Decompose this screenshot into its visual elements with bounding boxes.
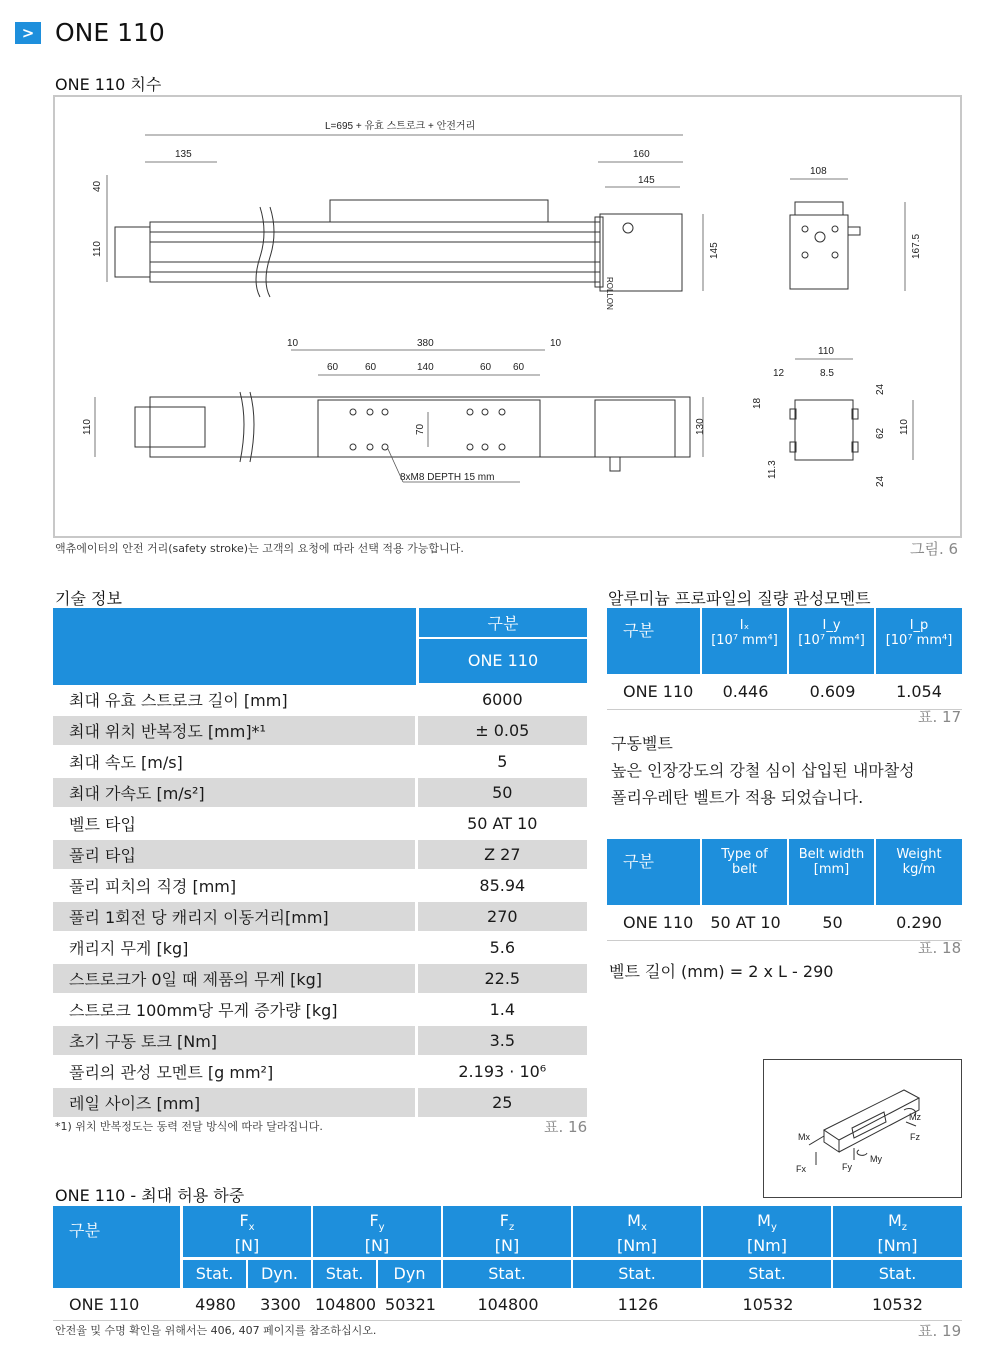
tech-row — [53, 685, 587, 716]
svg-text:167.5: 167.5 — [911, 233, 922, 259]
length-formula-label: L=695 + 유효 스트로크 + 안전거리 — [325, 121, 476, 132]
loads-row-label: ONE 110 — [69, 1294, 140, 1314]
loads-row-value: 104800 — [477, 1294, 539, 1314]
svg-text:24: 24 — [875, 475, 886, 487]
loads-group-header: $F_x$ [N] — [183, 1206, 311, 1257]
svg-text:Fy: Fy — [842, 1162, 852, 1172]
svg-text:60: 60 — [327, 362, 339, 373]
loads-row-value: 50321 — [385, 1294, 436, 1314]
loads-row-value: 10532 — [872, 1294, 923, 1314]
tech-row-value: 22.5 — [418, 964, 587, 995]
loads-title: ONE 110 - 최대 허용 하중 — [55, 1186, 245, 1205]
loads-row-value: 10532 — [742, 1294, 794, 1314]
tech-row — [53, 1057, 587, 1088]
loads-subheader: Stat. — [183, 1260, 246, 1288]
svg-text:18: 18 — [752, 397, 763, 409]
loads-group-header: $M_z$ [Nm] — [833, 1206, 962, 1257]
tech-info-table — [53, 608, 587, 1119]
tech-row-label: 최대 가속도 [m/s²] — [53, 778, 415, 809]
brand-label: ROLLON — [605, 277, 614, 310]
inertia-ix-header: Iₓ [10⁷ mm⁴] — [702, 608, 787, 674]
side-profile-body — [150, 222, 600, 282]
dimension-labels — [82, 119, 922, 487]
end-view-body — [790, 215, 848, 289]
svg-text:Fx: Fx — [796, 1164, 806, 1174]
tech-row — [53, 809, 587, 840]
inertia-iy-header: I_y [10⁷ mm⁴] — [789, 608, 874, 674]
tech-row-value: 6000 — [418, 685, 587, 716]
tech-row — [53, 995, 587, 1026]
tech-row — [53, 1026, 587, 1057]
carriage-holes — [350, 409, 505, 450]
loads-col-header: 구분 — [53, 1206, 180, 1288]
tech-row — [53, 778, 587, 809]
tech-row-label: 스트로크가 0일 때 제품의 무게 [kg] — [53, 964, 415, 995]
tech-row — [53, 964, 587, 995]
svg-text:130: 130 — [695, 418, 706, 435]
loads-row-value: 104800 — [314, 1294, 377, 1314]
tech-row-value: 270 — [418, 902, 587, 933]
dimension-drawing — [53, 95, 962, 538]
inertia-col-header: 구분 — [607, 608, 700, 674]
belt-title: 구동벨트 — [611, 734, 673, 753]
tech-info-title: 기술 정보 — [55, 589, 122, 608]
belt-desc-line2: 폴리우레탄 벨트가 적용 되었습니다. — [611, 788, 864, 807]
belt-col-header: 구분 — [607, 839, 700, 905]
svg-text:24: 24 — [875, 383, 886, 395]
loads-row-value: 4980 — [195, 1294, 236, 1314]
loads-row-value: 3300 — [260, 1294, 301, 1314]
tech-row-label: 레일 사이즈 [mm] — [53, 1088, 415, 1119]
belt-weight-header: Weight kg/m — [876, 839, 962, 905]
tech-row — [53, 840, 587, 871]
loads-subheader: Stat. — [313, 1260, 376, 1288]
carriage-side — [330, 200, 548, 222]
svg-text:Mx: Mx — [798, 1132, 810, 1142]
hole-note: 8xM8 DEPTH 15 mm — [400, 472, 495, 483]
carriage-top — [318, 400, 540, 457]
tech-row-value: 5 — [418, 747, 587, 778]
tech-row-label: 최대 위치 반복정도 [mm]*¹ — [53, 716, 415, 747]
tech-row-value: 3.5 — [418, 1026, 587, 1057]
loads-row — [53, 1288, 962, 1321]
svg-text:380: 380 — [417, 338, 434, 349]
tech-row-label: 최대 속도 [m/s] — [53, 747, 415, 778]
svg-text:11.3: 11.3 — [767, 460, 778, 479]
loads-subheader: Stat. — [703, 1260, 831, 1288]
svg-text:60: 60 — [480, 362, 492, 373]
svg-text:160: 160 — [633, 149, 650, 160]
inertia-table-ref: 표. 17 — [918, 708, 962, 726]
tech-row-value: 25 — [418, 1088, 587, 1119]
tech-row-label: 풀리의 관성 모멘트 [g mm²] — [53, 1057, 415, 1088]
tech-row-label: 초기 구동 토크 [Nm] — [53, 1026, 415, 1057]
inertia-title: 알루미늄 프로파일의 질량 관성모멘트 — [608, 589, 871, 608]
loads-table-ref: 표. 19 — [918, 1322, 962, 1340]
svg-text:12: 12 — [773, 368, 785, 379]
svg-text:60: 60 — [513, 362, 525, 373]
tech-footnote: *1) 위치 반복정도는 동력 전달 방식에 따라 달라집니다. — [55, 1120, 323, 1133]
loads-group-header: $M_x$ [Nm] — [573, 1206, 701, 1257]
svg-text:70: 70 — [415, 423, 426, 435]
tech-row — [53, 716, 587, 747]
inertia-ip-header: I_p [10⁷ mm⁴] — [876, 608, 962, 674]
force-diagram-svg — [764, 1060, 961, 1197]
svg-text:Mz: Mz — [909, 1112, 921, 1122]
tech-row-label: 캐리지 무게 [kg] — [53, 933, 415, 964]
svg-text:140: 140 — [417, 362, 434, 373]
tech-row-value: 50 — [418, 778, 587, 809]
loads-note: 안전율 및 수명 확인을 위해서는 406, 407 페이지를 참조하십시오. — [55, 1324, 377, 1337]
section-chevron-icon: > — [15, 22, 41, 44]
force-diagram — [763, 1059, 962, 1198]
tech-row-value: Z 27 — [418, 840, 587, 871]
tech-rows — [53, 685, 587, 1119]
svg-text:10: 10 — [287, 338, 299, 349]
loads-subheader: Stat. — [443, 1260, 571, 1288]
svg-text:110: 110 — [82, 419, 93, 435]
inertia-row: ONE 110 0.446 0.609 1.054 — [607, 674, 962, 710]
tech-row — [53, 902, 587, 933]
loads-subheader: Stat. — [833, 1260, 962, 1288]
inertia-table — [607, 608, 962, 710]
loads-subheader: Dyn — [378, 1260, 441, 1288]
tech-row-value: ± 0.05 — [418, 716, 587, 747]
svg-text:10: 10 — [550, 338, 562, 349]
loads-group-header: $F_y$ [N] — [313, 1206, 441, 1257]
belt-length-formula: 벨트 길이 (mm) = 2 x L - 290 — [609, 962, 834, 981]
figure-ref: 그림. 6 — [910, 540, 959, 558]
belt-type-header: Type of belt — [702, 839, 787, 905]
belt-table — [607, 839, 962, 941]
loads-subheader: Dyn. — [248, 1260, 311, 1288]
belt-width-header: Belt width [mm] — [789, 839, 874, 905]
tech-row — [53, 1088, 587, 1119]
tech-row-label: 풀리 타입 — [53, 840, 415, 871]
tech-row-label: 풀리 피치의 직경 [mm] — [53, 871, 415, 902]
tech-header-blank — [53, 608, 416, 685]
svg-text:145: 145 — [638, 175, 655, 186]
tech-row-value: 5.6 — [418, 933, 587, 964]
svg-text:My: My — [870, 1154, 882, 1164]
svg-text:8.5: 8.5 — [820, 368, 834, 379]
loads-table — [53, 1206, 962, 1321]
loads-subheader: Stat. — [573, 1260, 701, 1288]
tech-row-label: 벨트 타입 — [53, 809, 415, 840]
tech-row-value: 85.94 — [418, 871, 587, 902]
svg-text:Fz: Fz — [910, 1132, 920, 1142]
tech-row-label: 최대 유효 스트로크 길이 [mm] — [53, 685, 415, 716]
page-title: ONE 110 — [55, 18, 165, 47]
dimensions-title: ONE 110 치수 — [55, 75, 162, 94]
belt-table-ref: 표. 18 — [918, 939, 962, 957]
svg-text:108: 108 — [810, 166, 827, 177]
belt-desc-line1: 높은 인장강도의 강철 심이 삽입된 내마찰성 — [611, 761, 915, 780]
belt-row: ONE 110 50 AT 10 50 0.290 — [607, 905, 962, 941]
loads-group-header: $F_z$ [N] — [443, 1206, 571, 1257]
svg-text:62: 62 — [875, 427, 886, 439]
tech-row-value: 50 AT 10 — [418, 809, 587, 840]
tech-row — [53, 747, 587, 778]
tech-table-ref: 표. 16 — [544, 1118, 588, 1136]
svg-text:110: 110 — [92, 241, 103, 257]
tech-row-label: 스트로크 100mm당 무게 증가량 [kg] — [53, 995, 415, 1026]
loads-group-header: $M_y$ [Nm] — [703, 1206, 831, 1257]
svg-text:110: 110 — [899, 419, 910, 435]
svg-text:40: 40 — [92, 180, 103, 192]
tech-col-model: ONE 110 — [419, 639, 587, 683]
profile-section — [795, 400, 853, 460]
loads-row-value: 1126 — [617, 1294, 659, 1314]
tech-col-header: 구분 — [419, 608, 587, 639]
tech-row — [53, 933, 587, 964]
tech-row — [53, 871, 587, 902]
safety-stroke-note: 액츄에이터의 안전 거리(safety stroke)는 고객의 요청에 따라 선택 적용 가능합니다. — [55, 542, 464, 555]
tech-row-value: 1.4 — [418, 995, 587, 1026]
tech-row-value: 2.193 · 10⁶ — [418, 1057, 587, 1088]
svg-text:135: 135 — [175, 149, 192, 160]
svg-text:145: 145 — [709, 242, 720, 259]
tech-row-label: 풀리 1회전 당 캐리지 이동거리[mm] — [53, 902, 415, 933]
svg-text:110: 110 — [818, 346, 834, 357]
dimension-drawing-svg — [55, 97, 960, 536]
svg-text:60: 60 — [365, 362, 377, 373]
